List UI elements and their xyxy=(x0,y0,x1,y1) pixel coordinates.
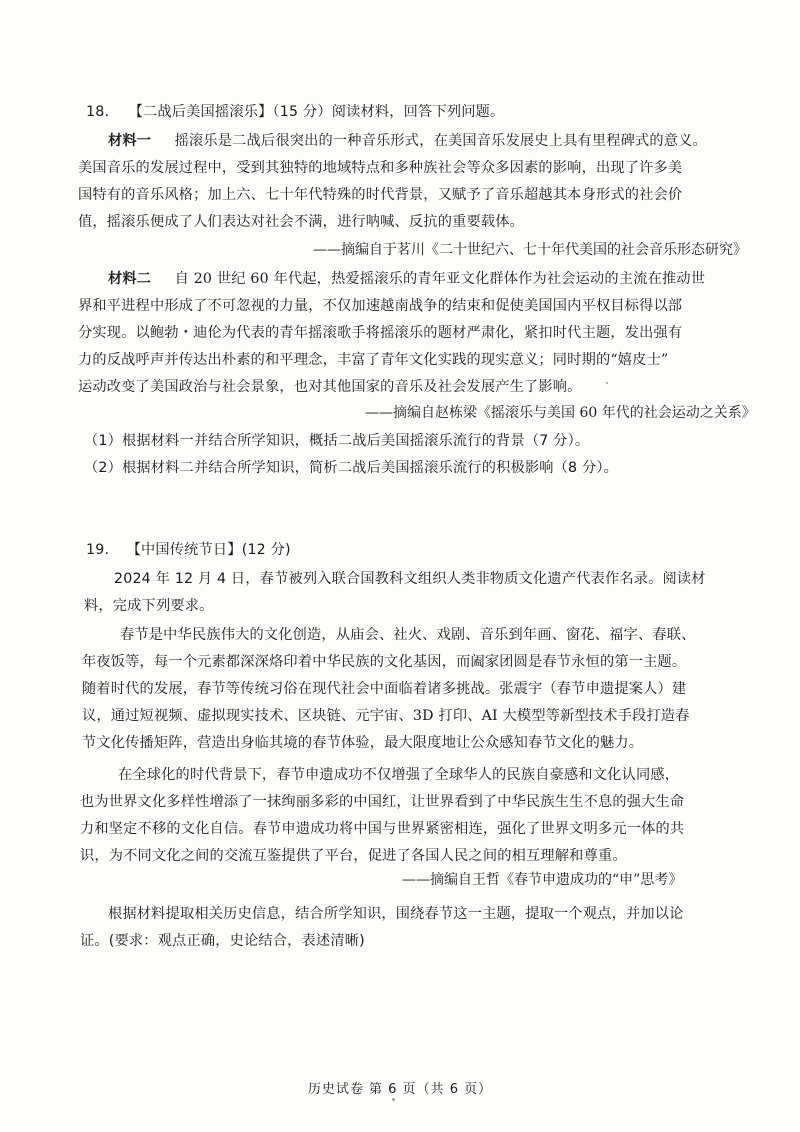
q18-material1-line-3: 国特有的音乐风格；加上六、七十年代特殊的时代背景，又赋予了音乐超越其本身形式的社会价 xyxy=(78,187,683,203)
q18-material1-source: ——摘编自于茗川《二十世纪六、七十年代美国的社会音乐形态研究》 xyxy=(313,242,747,258)
q18-material1-text: 摇滚乐是二战后很突出的一种音乐形式，在美国音乐发展史上具有里程碑式的意义。 xyxy=(174,133,707,149)
q19-p1-line-5: 节文化传播矩阵，营造出身临其境的春节体验，最大限度地让公众感知春节文化的魅力。 xyxy=(82,735,644,751)
q19-p2-line-4: 识，为不同文化之间的交流互鉴提供了平台，促进了各国人民之间的相互理解和尊重。 xyxy=(80,848,627,864)
scan-speck xyxy=(392,1098,395,1101)
q18-subquestion-1: （1）根据材料一并结合所学知识，概括二战后美国摇滚乐流行的背景（7 分）。 xyxy=(84,433,590,449)
q18-material2-source: ——摘编自赵栋梁《摇滚乐与美国 60 年代的社会运动之关系》 xyxy=(365,405,756,421)
q19-p2-line-1: 在全球化的时代背景下，春节申遗成功不仅增强了全球华人的民族自豪感和文化认同感， xyxy=(118,767,680,783)
q19-points: (12 分) xyxy=(241,542,291,558)
q18-material2-label: 材料二 xyxy=(108,271,152,287)
q19-p2-line-2: 也为世界文化多样性增添了一抹绚丽多彩的中国红，让世界看到了中华民族生生不息的强大生命 xyxy=(80,794,685,810)
scan-speck xyxy=(606,382,608,384)
q19-source: ——摘编自王哲《春节申遗成功的“申”思考》 xyxy=(402,872,683,888)
q19-p1-line-4: 议，通过短视频、虚拟现实技术、区块链、元宇宙、3D 打印、AI 大模型等新型技术手段打造春 xyxy=(82,708,690,724)
q18-material2-text: 自 20 世纪 60 年代起，热爱摇滚乐的青年亚文化群体作为社会运动的主流在推动世 xyxy=(174,271,706,287)
q18-material1-line-2: 美国音乐的发展过程中，受到其独特的地域特点和多种族社会等众多因素的影响，出现了许多美 xyxy=(78,160,683,176)
q18-number: 18. xyxy=(86,104,110,120)
q19-topic-tag: 【中国传统节日】 xyxy=(126,542,242,558)
q18-instructions: （15 分）阅读材料，回答下列问题。 xyxy=(272,104,505,120)
q19-header xyxy=(86,540,291,560)
q18-material1-line-4: 值，摇滚乐便成了人们表达对社会不满，进行呐喊、反抗的重要载体。 xyxy=(78,214,525,230)
q19-p1-line-1: 春节是中华民族伟大的文化创造，从庙会、社火、戏剧、音乐到年画、窗花、福字、春联、 xyxy=(120,627,696,643)
q18-material2-line-4: 力的反战呼声并传达出朴素的和平理念，丰富了青年文化实践的现实意义；同时期的“嬉皮士” xyxy=(78,352,669,368)
q19-p1-line-2: 年夜饭等，每一个元素都深深烙印着中华民族的文化基因，而阖家团圆是春节永恒的第一主题。 xyxy=(82,654,687,670)
q18-subquestion-2: （2）根据材料二并结合所学知识，简析二战后美国摇滚乐流行的积极影响（8 分）。 xyxy=(84,460,619,476)
q18-material2-line-2: 界和平进程中形成了不可忽视的力量，不仅加速越南战争的结束和促使美国国内平权目标得以部 xyxy=(78,298,683,314)
q18-material2-line-1 xyxy=(108,269,705,289)
q18-material1-line-1 xyxy=(108,131,707,151)
page-footer: 历史试卷 第 6 页（共 6 页） xyxy=(307,1082,493,1097)
q19-task-line-1: 根据材料提取相关历史信息，结合所学知识，围绕春节这一主题，提取一个观点，并加以论 xyxy=(108,906,684,922)
q19-task-line-2: 证。(要求：观点正确，史论结合，表述清晰) xyxy=(80,933,365,949)
q19-number: 19. xyxy=(86,542,110,558)
q18-header xyxy=(86,102,504,122)
q18-material2-line-3: 分实现。以鲍勃・迪伦为代表的青年摇滚歌手将摇滚乐的题材严肃化，紧扣时代主题，发出强有 xyxy=(78,325,683,341)
q18-material1-label: 材料一 xyxy=(108,133,152,149)
q19-intro-line-2: 料，完成下列要求。 xyxy=(84,598,214,614)
q18-material2-line-5: 运动改变了美国政治与社会景象，也对其他国家的音乐及社会发展产生了影响。 xyxy=(78,379,582,395)
q19-intro-line-1: 2024 年 12 月 4 日，春节被列入联合国教科文组织人类非物质文化遗产代表作名录。阅读材 xyxy=(114,571,706,587)
q19-p2-line-3: 力和坚定不移的文化自信。春节申遗成功将中国与世界紧密相连，强化了世界文明多元一体的共 xyxy=(80,821,685,837)
q18-topic-tag: 【二战后美国摇滚乐】 xyxy=(128,104,273,120)
q19-p1-line-3: 随着时代的发展，春节等传统习俗在现代社会中面临着诸多挑战。张震宇（春节申遗提案人）建 xyxy=(82,681,687,697)
